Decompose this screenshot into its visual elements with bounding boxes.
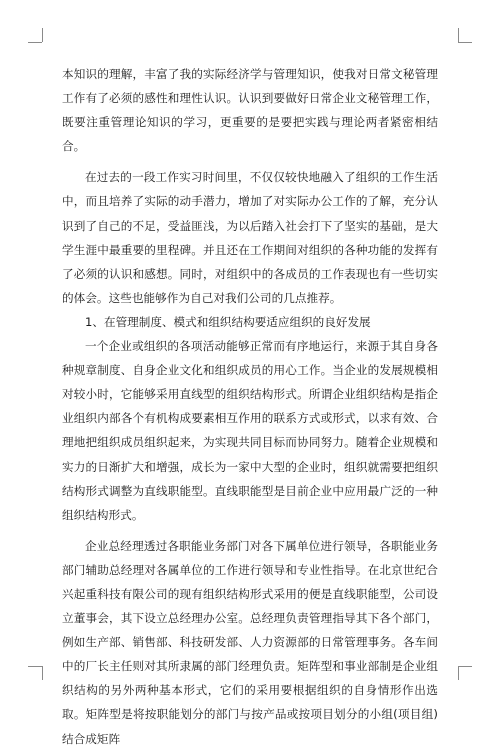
paragraph: 在过去的一段工作实习时间里，不仅仅较快地融入了组织的工作生活中，而且培养了实际的动手潜力，增加了对实际办公工作的了解，充分认识到了自己的不足，受益匪浅，为以后踏入社会打下了坚实的基础，是大学生涯中最重要的里程碑。并且还在工作期间对组织的各种功能的发挥有了必须的认识和感想。同时，对组织中的各成员的工作表现也有一些切实的体会。这些也能够作为自己对我们公司的几点推荐。 <box>62 170 438 305</box>
crop-mark-top-left-v <box>42 28 43 42</box>
paragraph: 一个企业或组织的各项活动能够正常而有序地运行，来源于其自身各种规章制度、自身企业文化和组织成员的用心工作。当企业的发展规模相对较小时，它能够采用直线型的组织结构形式。所谓企业组织结构是指企业组织内部各个有机构成要素相互作用的联系方式或形式，以求有效、合理地把组织成员组织起来，为实现共同目标而协同努力。随着企业规模和实力的日渐扩大和增强，成长为一家中大型的企业时，组织就需要把组织结构形式调整为直线职能型。直线职能型是目前企业中应用最广泛的一种组织结构形式。 <box>62 339 438 522</box>
crop-mark-top-left-h <box>28 42 42 43</box>
crop-mark-top-right-v <box>458 28 459 42</box>
paragraph: 企业总经理透过各职能业务部门对各下属单位进行领导，各职能业务部门辅助总经理对各属单位的工作进行领导和专业性指导。在北京世纪合兴起重科技有限公司的现有组织结构形式采用的便是直线职能型，公司设立董事会，其下设立总经理办公室。总经理负责管理指导其下各个部门，例如生产部、销售部、科技研发部、人力资源部的日常管理事务。各车间中的厂长主任则对其所隶属的部门经理负责。矩阵型和事业部制是企业组织结构的另外两种基本形式，它们的采用要根据组织的自身情形作出选取。矩阵型是将按职能划分的部门与按产品或按项目划分的小组(项目组)结合成矩阵 <box>62 538 438 746</box>
crop-mark-top-right-h <box>458 42 472 43</box>
crop-mark-bottom-left-v <box>42 666 43 680</box>
section-heading: 1、在管理制度、模式和组织结构要适应组织的良好发展 <box>85 314 371 329</box>
crop-mark-bottom-right-v <box>458 666 459 680</box>
paragraph: 本知识的理解，丰富了我的实际经济学与管理知识，使我对日常文秘管理工作有了必须的感性和理性认识。认识到要做好日常企业文秘管理工作，既要注重管理论知识的学习，更重要的是要把实践与理论两者紧密相结合。 <box>62 67 438 154</box>
crop-mark-bottom-right-h <box>458 666 472 667</box>
document-body <box>62 62 438 751</box>
crop-mark-bottom-left-h <box>28 666 42 667</box>
